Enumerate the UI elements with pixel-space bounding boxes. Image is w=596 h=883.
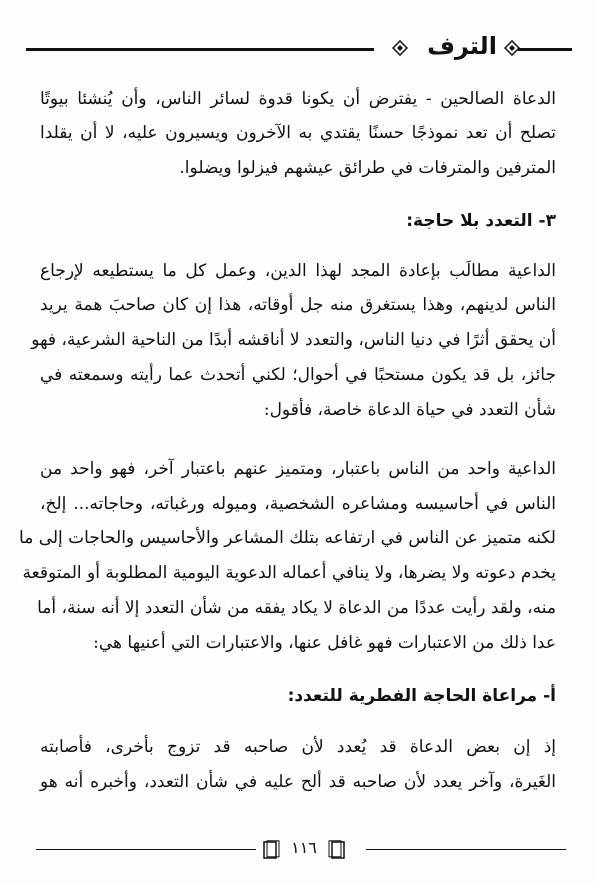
header-rule-left	[26, 48, 374, 51]
diamond-ornament-icon	[392, 40, 408, 56]
page-footer	[26, 836, 572, 866]
text-line: تصلح أن تعد نموذجًا حسنًا يقتدي به الآخرون ويسيرون عليه، لا أن يقلدا	[40, 123, 556, 143]
page-number: ١١٦	[291, 838, 317, 857]
header-rule-right	[518, 48, 572, 51]
text-line: الداعية واحد من الناس باعتبار، ومتميز عنهم باعتبار آخر، فهو واحد من	[40, 459, 556, 479]
running-title: الترف	[427, 32, 497, 60]
footer-rule-left	[36, 849, 256, 850]
text-line: لكنه متميز عن الناس في ارتفاعه بتلك المشاعر والأحاسيس والحاجات إلى ما	[19, 528, 556, 548]
page-header	[26, 30, 572, 70]
text-line: جائز، بل قد يكون مستحبًا في أحوال؛ لكني أتحدث عما رأيته وسمعته في	[40, 365, 556, 385]
text-line: أن يحقق أثرًا في دنيا الناس، والتعدد لا أناقشه أبدًا من الناحية الشرعية، فهو	[31, 330, 556, 350]
text-line: الدعاة الصالحين - يفترض أن يكونا قدوة لسائر الناس، وأن يُنشئا بيوتًا	[40, 89, 556, 109]
text-line: المترفين والمترفات في طرائق عيشهم فيزلوا ويضلوا.	[179, 158, 556, 178]
text-line: يخدم دعوته ولا يضرها، ولا ينافي أعماله الدعوية اليومية المطلوبة أو المتوقعة	[22, 563, 556, 583]
text-line: عدا ذلك من الاعتبارات فهو غافل عنها، والاعتبارات التي أعنيها هي:	[93, 633, 556, 653]
text-line: الداعية مطالَب بإعادة المجد لهذا الدين، وعمل كل ما يستطيعه لإرجاع	[40, 261, 556, 281]
text-line: شأن التعدد في حياة الدعاة خاصة، فأقول:	[263, 400, 556, 420]
book-ornament-icon	[262, 840, 280, 860]
footer-rule-right	[366, 849, 566, 850]
text-line: الناس في أحاسيسه ومشاعره الشخصية، وميوله ورغباته، وحاجاته... إلخ،	[40, 494, 556, 514]
text-line: منه، ولقد رأيت عددًا من الدعاة لا يكاد يفقه من شأن التعدد إلا أنه سنة، أما	[37, 598, 556, 618]
text-line: الغَيرة، وآخر يعدد لأن صاحبه قد ألح عليه في شأن التعدد، وأخبره أنه هو	[40, 772, 556, 792]
subsection-heading: أ- مراعاة الحاجة الفطرية للتعدد:	[287, 686, 556, 706]
text-line: الناس لدينهم، وهذا يستغرق منه جل أوقاته، هذا إن كان صاحبَ همة يريد	[40, 295, 556, 315]
section-heading: ٣- التعدد بلا حاجة:	[406, 211, 556, 231]
text-line: إذ إن بعض الدعاة قد يُعدد لأن صاحبه قد تزوج بأخرى، فأصابته	[40, 737, 556, 757]
book-ornament-icon	[328, 840, 346, 860]
